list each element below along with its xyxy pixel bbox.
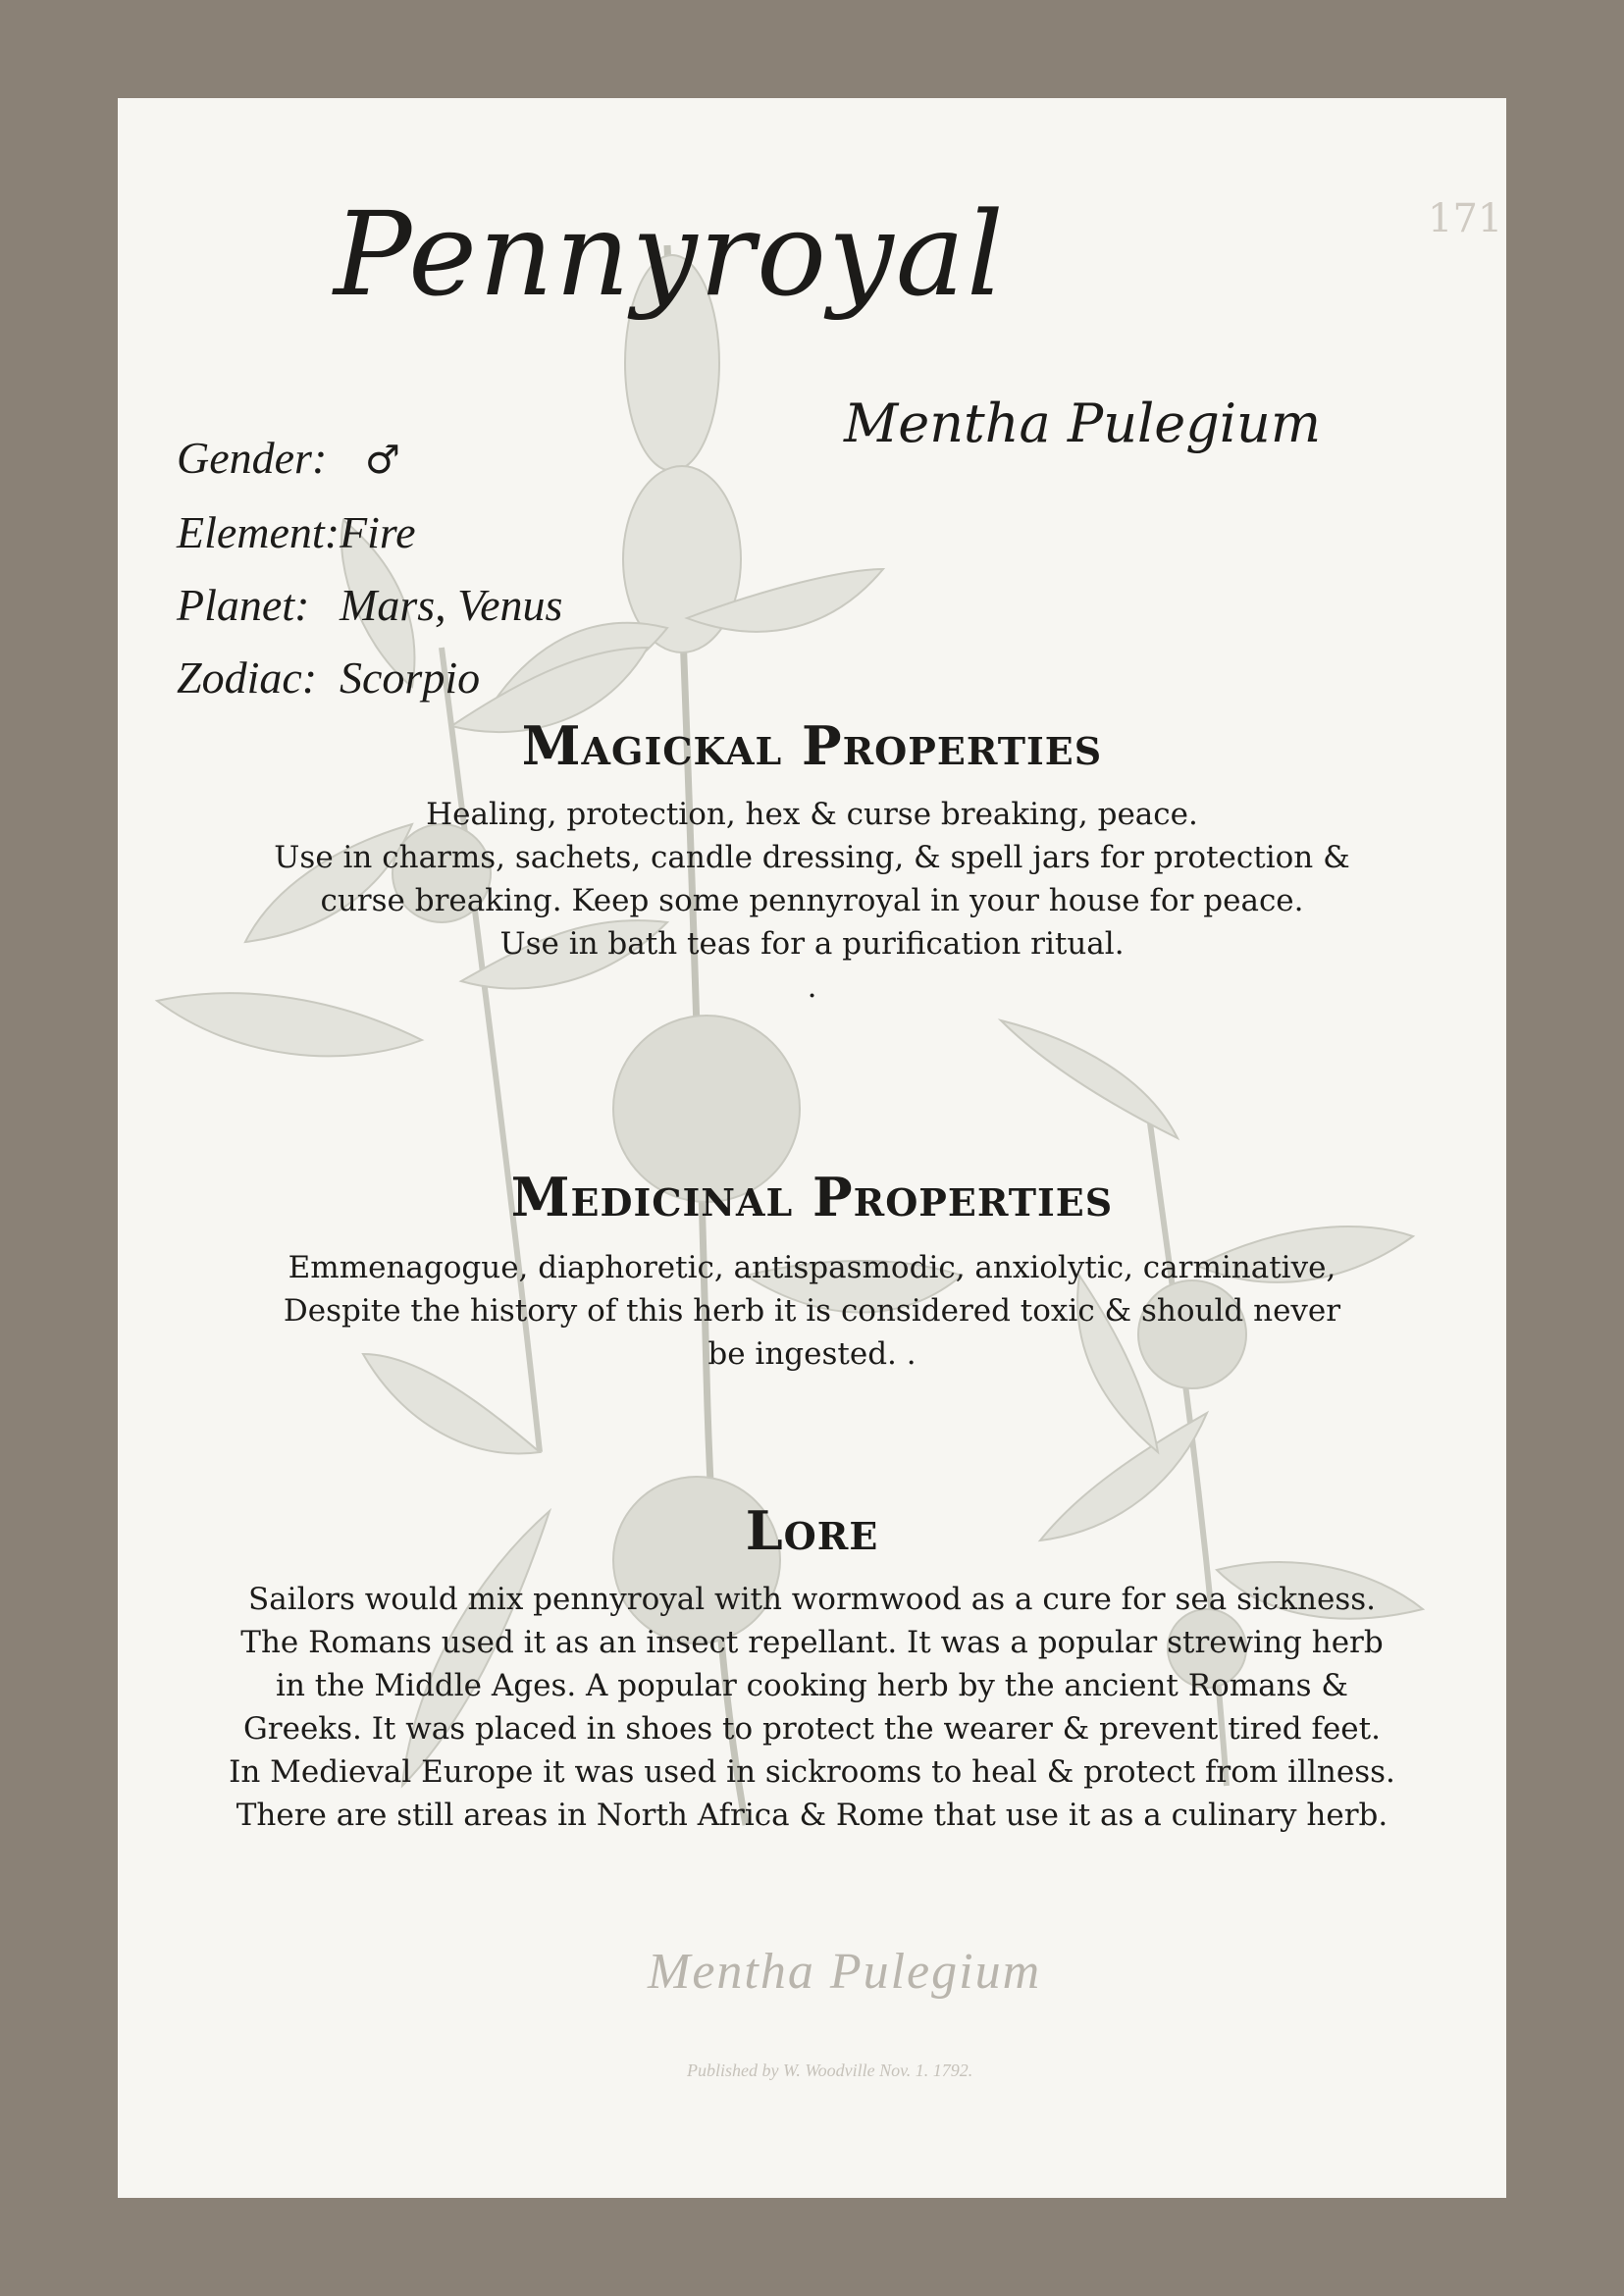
text-line: There are still areas in North Africa & Rome that use it as a culinary herb. xyxy=(236,1798,1388,1833)
illustration-publisher-note: Published by W. Woodville Nov. 1. 1792. xyxy=(687,2061,973,2080)
correspondence-zodiac xyxy=(177,642,562,714)
correspondence-label: Element: xyxy=(177,507,341,557)
text-line: curse breaking. Keep some pennyroyal in your house for peace. xyxy=(320,883,1304,918)
section-body-magickal xyxy=(118,793,1506,1009)
section-body-medicinal xyxy=(118,1246,1506,1376)
text-line: be ingested. . xyxy=(707,1336,917,1372)
correspondences xyxy=(177,422,562,714)
correspondence-value: Mars, Venus xyxy=(340,580,563,630)
text-line: . xyxy=(807,969,817,1005)
correspondence-label: Zodiac: xyxy=(177,652,318,703)
section-heading-magickal: Magickal Properties xyxy=(521,714,1103,777)
text-line: Despite the history of this herb it is considered toxic & should never xyxy=(283,1293,1341,1329)
illustration-caption: Mentha Pulegium xyxy=(648,1944,1042,2000)
correspondence-value: Scorpio xyxy=(340,652,481,703)
text-line: Sailors would mix pennyroyal with wormwood as a cure for sea sickness. xyxy=(247,1582,1377,1617)
page-title: Pennyroyal xyxy=(334,186,1006,322)
correspondence-label: Planet: xyxy=(177,580,310,630)
section-heading-lore: Lore xyxy=(745,1499,879,1562)
book-page xyxy=(118,98,1506,2198)
correspondence-element xyxy=(177,496,562,569)
text-line: The Romans used it as an insect repellant. It was a popular strewing herb xyxy=(240,1625,1384,1660)
text-line: Greeks. It was placed in shoes to protect the wearer & prevent tired feet. xyxy=(243,1711,1381,1747)
text-line: Use in charms, sachets, candle dressing, & spell jars for protection & xyxy=(274,840,1350,875)
correspondence-gender xyxy=(177,422,562,496)
correspondence-planet xyxy=(177,569,562,642)
male-symbol-icon: ♂ xyxy=(365,438,400,483)
section-body-lore xyxy=(118,1578,1506,1837)
text-line: Healing, protection, hex & curse breaking, peace. xyxy=(426,797,1198,832)
section-heading-medicinal: Medicinal Properties xyxy=(510,1166,1114,1228)
text-line: Use in bath teas for a purification ritual. xyxy=(499,926,1125,962)
page-number: 171 xyxy=(1428,196,1503,241)
text-line: in the Middle Ages. A popular cooking herb by the ancient Romans & xyxy=(276,1668,1348,1703)
correspondence-label: Gender: xyxy=(177,433,328,483)
text-line: Emmenagogue, diaphoretic, antispasmodic, anxiolytic, carminative, xyxy=(288,1250,1336,1285)
correspondence-value: Fire xyxy=(340,507,416,557)
text-line: In Medieval Europe it was used in sickrooms to heal & protect from illness. xyxy=(229,1754,1395,1790)
botanical-name: Mentha Pulegium xyxy=(844,392,1322,454)
